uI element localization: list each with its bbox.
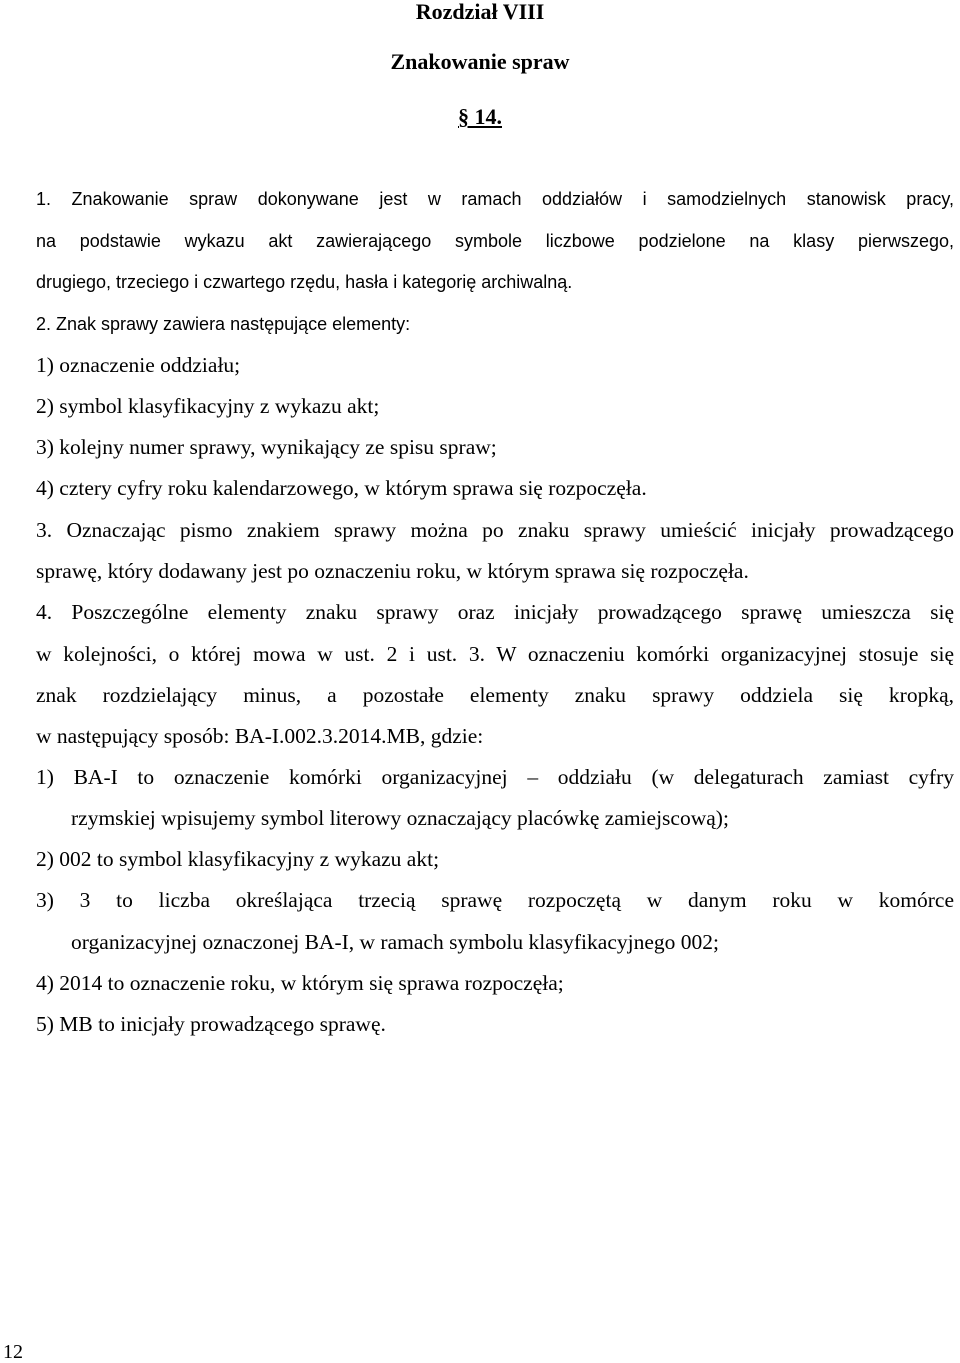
paragraph-1-line-3: drugiego, trzeciego i czwartego rzędu, hasła i kategorię archiwalną. [36, 272, 573, 292]
paragraph-3-line-2: sprawę, który dodawany jest po oznaczeniu roku, w którym sprawa się rozpoczęła. [36, 559, 749, 583]
list-item-5: 5) MB to inicjały prowadzącego sprawę. [36, 1012, 386, 1036]
paragraph-1-line-2: na podstawie wykazu akt zawierającego symbole liczbowe podzielone na klasy pierwszego, [36, 231, 954, 251]
paragraph-4-line-4: w następujący sposób: BA-I.002.3.2014.MB, gdzie: [36, 724, 484, 748]
paragraph-2-item-4: 4) cztery cyfry roku kalendarzowego, w którym sprawa się rozpoczęła. [36, 476, 647, 500]
list-item-3-continuation: organizacyjnej oznaczonej BA-I, w ramach symbolu klasyfikacyjnego 002; [71, 930, 719, 954]
chapter-title: Znakowanie spraw [390, 49, 570, 74]
section-number [0, 105, 960, 129]
paragraph-2-item-2: 2) symbol klasyfikacyjny z wykazu akt; [36, 394, 380, 418]
paragraph-2-item-1: 1) oznaczenie oddziału; [36, 353, 241, 377]
paragraph-3-line-1: 3. Oznaczając pismo znakiem sprawy można po znaku sprawy umieścić inicjały prowadzącego [36, 518, 954, 542]
paragraph-1-line-1: 1. Znakowanie spraw dokonywane jest w ramach oddziałów i samodzielnych stanowisk pracy, [36, 189, 954, 209]
list-item-1: 1) BA-I to oznaczenie komórki organizacyjnej – oddziału (w delegaturach zamiast cyfry [36, 765, 954, 789]
list-item-4: 4) 2014 to oznaczenie roku, w którym się sprawa rozpoczęła; [36, 971, 564, 995]
chapter-heading: Rozdział VIII [415, 0, 545, 24]
paragraph-4-line-3: znak rozdzielający minus, a pozostałe elementy znaku sprawy oddziela się kropką, [36, 683, 954, 707]
section-number-text: § 14. [458, 104, 502, 129]
paragraph-4-line-2: w kolejności, o której mowa w ust. 2 i ust. 3. W oznaczeniu komórki organizacyjnej stosuje się [36, 642, 954, 666]
list-item-1-continuation: rzymskiej wpisujemy symbol literowy oznaczający placówkę zamiejscową); [71, 806, 729, 830]
list-item-3: 3) 3 to liczba określająca trzecią sprawę rozpoczętą w danym roku w komórce [36, 888, 954, 912]
paragraph-2-item-3: 3) kolejny numer sprawy, wynikający ze spisu spraw; [36, 435, 497, 459]
paragraph-4-line-1: 4. Poszczególne elementy znaku sprawy oraz inicjały prowadzącego sprawę umieszcza się [36, 600, 954, 624]
list-item-2: 2) 002 to symbol klasyfikacyjny z wykazu akt; [36, 847, 440, 871]
paragraph-2-line-1: 2. Znak sprawy zawiera następujące elementy: [36, 314, 411, 334]
page-number: 12 [3, 1341, 23, 1363]
